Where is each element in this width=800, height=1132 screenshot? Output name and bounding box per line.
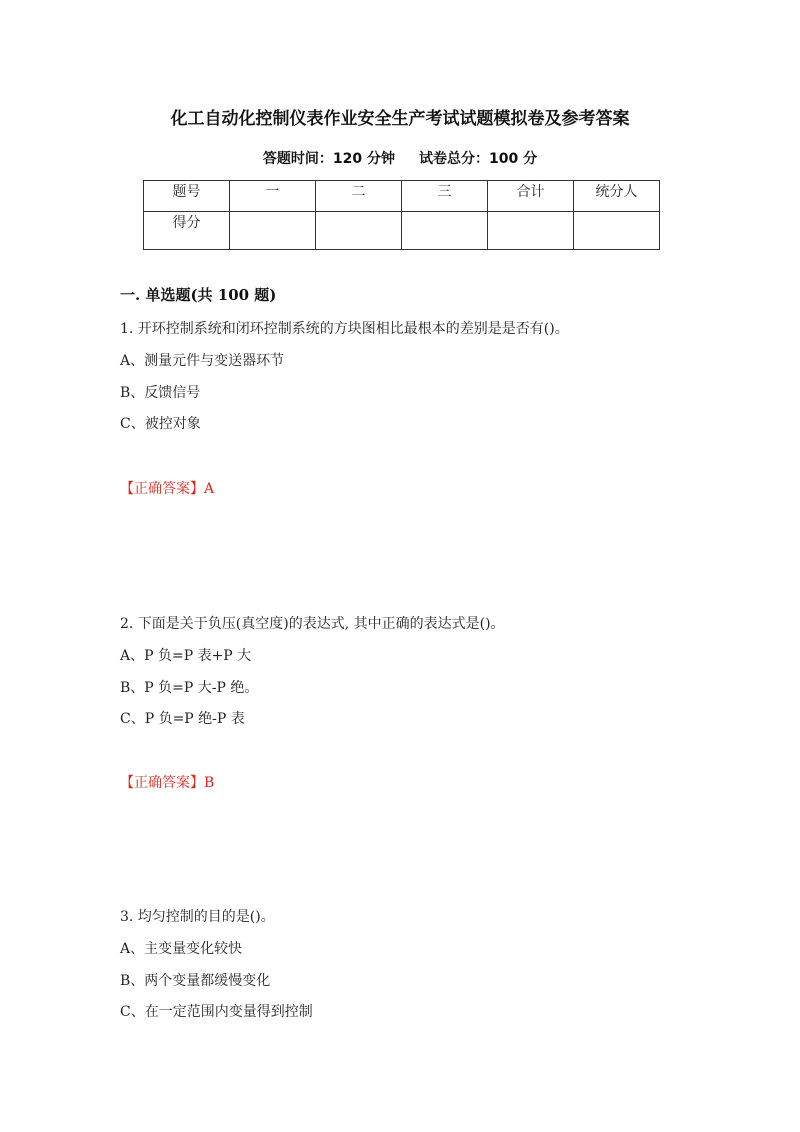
question-option: C、P 负=P 绝-P 表: [120, 711, 245, 727]
score-cell: [488, 212, 574, 250]
question-text: 3. 均匀控制的目的是()。: [120, 909, 275, 925]
score-table-header-cell: 题号: [144, 181, 230, 212]
score-table-header-cell: 一: [230, 181, 316, 212]
score-cell: [574, 212, 660, 250]
exam-time: 答题时间：120 分钟: [262, 151, 395, 167]
score-table-header-cell: 三: [402, 181, 488, 212]
question-option: B、两个变量都缓慢变化: [120, 973, 271, 989]
correct-answer: 【正确答案】B: [120, 775, 215, 791]
document-title: 化工自动化控制仪表作业安全生产考试试题模拟卷及参考答案: [170, 109, 630, 129]
correct-answer: 【正确答案】A: [120, 481, 215, 497]
question-option: C、被控对象: [120, 416, 201, 432]
score-cell: [316, 212, 402, 250]
exam-total-score: 试卷总分：100 分: [419, 151, 538, 167]
question-option: B、反馈信号: [120, 385, 201, 401]
score-row-label: 得分: [144, 212, 230, 250]
score-table-score-row: [144, 212, 660, 250]
score-cell: [230, 212, 316, 250]
section-title: 一. 单选题(共 100 题): [120, 286, 277, 304]
question-option: A、主变量变化较快: [120, 941, 243, 957]
score-table-header-cell: 合计: [488, 181, 574, 212]
score-cell: [402, 212, 488, 250]
exam-meta: [0, 148, 800, 168]
question-option: C、在一定范围内变量得到控制: [120, 1004, 313, 1020]
question-text: 1. 开环控制系统和闭环控制系统的方块图相比最根本的差别是是否有()。: [120, 321, 569, 337]
question-option: A、测量元件与变送器环节: [120, 353, 285, 369]
score-table-header-cell: 统分人: [574, 181, 660, 212]
question-text: 2. 下面是关于负压(真空度)的表达式, 其中正确的表达式是()。: [120, 616, 505, 632]
question-option: A、P 负=P 表+P 大: [120, 648, 252, 664]
score-table-header-row: [144, 181, 660, 212]
score-table: [143, 180, 660, 250]
score-table-header-cell: 二: [316, 181, 402, 212]
question-option: B、P 负=P 大-P 绝。: [120, 680, 259, 696]
